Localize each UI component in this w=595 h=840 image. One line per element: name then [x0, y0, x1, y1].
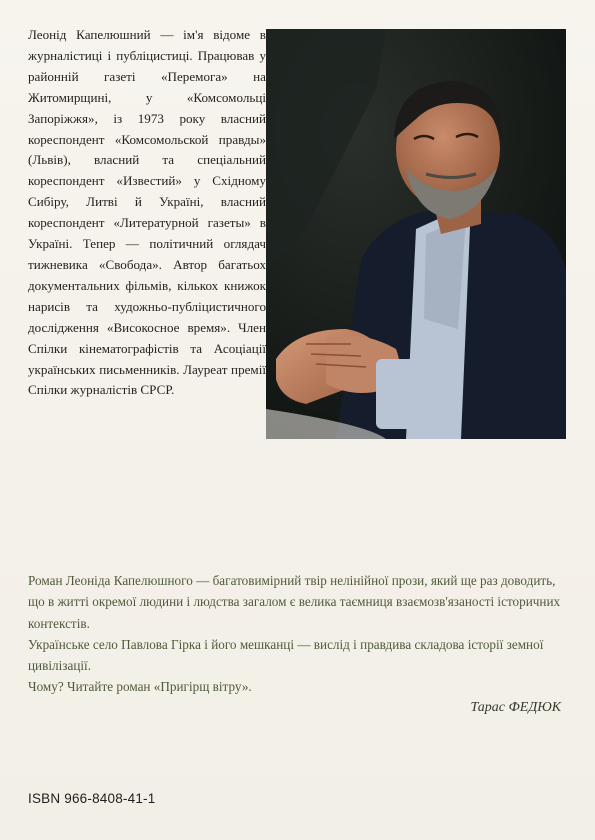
isbn: ISBN 966-8408-41-1 [28, 791, 156, 806]
review-paragraph: Роман Леоніда Капелюшного — багатовимірний твір нелінійної прози, який ще раз доводить, що в житті окремої людини і людства загалом є велика таємниця взаємозв'язаності історичних контекстів. [28, 573, 561, 631]
review-section [28, 570, 564, 698]
review-paragraph: Українське село Павлова Гірка і його мешканці — вислід і правдива складова історії земної цивілізації. [28, 636, 544, 674]
author-photo [266, 29, 566, 439]
author-portrait-photo-icon [266, 29, 566, 439]
review-paragraph: Чому? Читайте роман «Пригірщ вітру». [28, 679, 252, 695]
author-bio [28, 25, 266, 401]
review-signature: Тарас ФЕДЮК [470, 700, 561, 715]
author-bio-text: Леонід Капелюшний — ім'я відоме в журналістиці і публіцистиці. Працював у районній газеті «Перемога» на Житомирщині, у «Комсомольці Запоріжжя», із 1973 року власний кореспондент «Комсомольской правды» (Львів), власний та спеціальний кореспондент «Известий» у Східному Сибіру, Литві й Україні, власний кореспондент «Литературной газеты» в Україні. Тепер — політичний оглядач тижневика «Свобода». Автор багатьох документальних фільмів, кількох книжок нарисів та художньо-публіцистичного дослідження «Високосное время». Член Спілки кінематографістів та Асоціації українських письменників. Лауреат премії Спілки журналістів СРСР. [28, 27, 266, 398]
